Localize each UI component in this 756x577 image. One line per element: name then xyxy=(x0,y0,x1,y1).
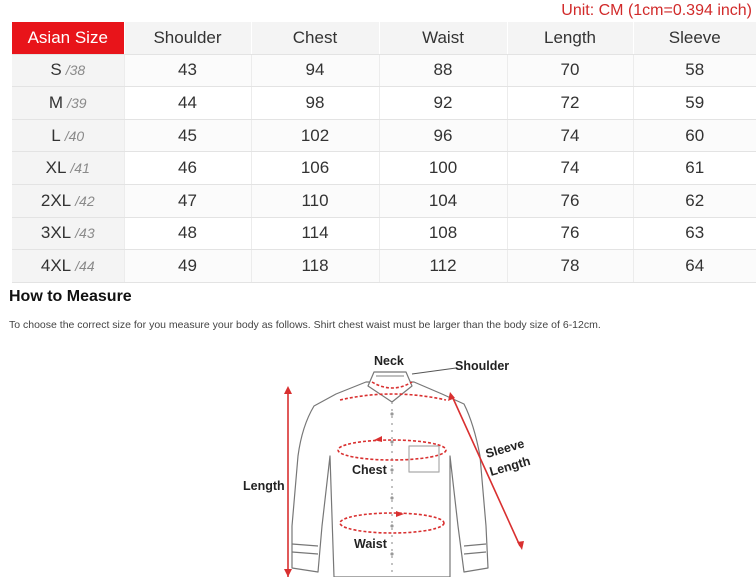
header-waist: Waist xyxy=(379,22,507,54)
size-label: M xyxy=(48,92,64,112)
waist-cell: 108 xyxy=(379,217,507,250)
length-cell: 74 xyxy=(507,152,633,185)
header-asian-size: Asian Size xyxy=(12,22,124,54)
arrow-icon xyxy=(284,569,292,577)
table-row xyxy=(12,54,756,87)
shirt-measurement-diagram xyxy=(236,346,556,577)
waist-cell: 112 xyxy=(379,250,507,283)
size-cell xyxy=(12,119,124,152)
length-cell: 72 xyxy=(507,87,633,120)
cn-size-label: /40 xyxy=(64,127,85,144)
chest-cell: 102 xyxy=(251,119,379,152)
waist-cell: 96 xyxy=(379,119,507,152)
size-label: 4XL xyxy=(40,255,72,275)
shirt-illustration xyxy=(292,372,488,577)
shoulder-label: Shoulder xyxy=(455,359,510,373)
cn-size-label: /41 xyxy=(70,160,90,177)
size-chart-table xyxy=(12,22,756,283)
size-label: L xyxy=(51,125,61,145)
size-cell xyxy=(12,54,124,87)
size-label: S xyxy=(50,60,62,80)
cn-size-label: /39 xyxy=(67,94,87,111)
length-cell: 70 xyxy=(507,54,633,87)
table-row xyxy=(12,184,756,217)
waist-cell: 104 xyxy=(379,184,507,217)
table-row xyxy=(12,119,756,152)
waist-cell: 88 xyxy=(379,54,507,87)
sleeve-cell: 63 xyxy=(633,217,756,250)
sleeve-cell: 61 xyxy=(633,152,756,185)
shoulder-cell: 45 xyxy=(124,119,251,152)
shoulder-cell: 47 xyxy=(124,184,251,217)
size-cell xyxy=(12,87,124,120)
how-to-measure-description: To choose the correct size for you measure your body as follows. Shirt chest waist must be larger than the body size of 6-12cm. xyxy=(9,319,601,331)
table-row xyxy=(12,250,756,283)
chest-cell: 106 xyxy=(251,152,379,185)
cn-size-label: /38 xyxy=(65,62,86,79)
sleeve-cell: 64 xyxy=(633,250,756,283)
chest-cell: 110 xyxy=(251,184,379,217)
table-row xyxy=(12,87,756,120)
cn-size-label: /43 xyxy=(75,225,95,242)
sleeve-length-label-line1: Sleeve xyxy=(483,436,526,461)
sleeve-cell: 60 xyxy=(633,119,756,152)
size-cell xyxy=(12,250,124,283)
header-sleeve: Sleeve xyxy=(633,22,756,54)
length-cell: 74 xyxy=(507,119,633,152)
shoulder-leader-line xyxy=(412,368,456,374)
how-to-measure-title: How to Measure xyxy=(9,288,132,305)
size-cell xyxy=(12,152,124,185)
shoulder-cell: 44 xyxy=(124,87,251,120)
arrow-icon xyxy=(284,386,292,394)
chest-cell: 118 xyxy=(251,250,379,283)
size-label: 2XL xyxy=(40,190,72,210)
header-chest: Chest xyxy=(251,22,379,54)
length-label: Length xyxy=(243,479,285,493)
shoulder-cell: 48 xyxy=(124,217,251,250)
unit-note: Unit: CM (1cm=0.394 inch) xyxy=(561,2,752,19)
table-row xyxy=(12,152,756,185)
cn-size-label: /42 xyxy=(75,192,95,209)
size-label: 3XL xyxy=(40,223,72,243)
size-label: XL xyxy=(45,158,67,178)
shoulder-cell: 49 xyxy=(124,250,251,283)
waist-cell: 92 xyxy=(379,87,507,120)
size-cell xyxy=(12,217,124,250)
header-shoulder: Shoulder xyxy=(124,22,251,54)
chest-cell: 114 xyxy=(251,217,379,250)
chest-cell: 94 xyxy=(251,54,379,87)
size-chart-header-row xyxy=(12,22,756,54)
cn-size-label: /44 xyxy=(75,257,95,274)
sleeve-cell: 59 xyxy=(633,87,756,120)
header-length: Length xyxy=(507,22,633,54)
length-cell: 76 xyxy=(507,184,633,217)
length-cell: 78 xyxy=(507,250,633,283)
shoulder-cell: 43 xyxy=(124,54,251,87)
table-row xyxy=(12,217,756,250)
neck-label: Neck xyxy=(374,354,404,368)
sleeve-cell: 58 xyxy=(633,54,756,87)
chest-cell: 98 xyxy=(251,87,379,120)
length-cell: 76 xyxy=(507,217,633,250)
chest-label: Chest xyxy=(352,463,387,477)
sleeve-cell: 62 xyxy=(633,184,756,217)
waist-cell: 100 xyxy=(379,152,507,185)
sleeve-length-label-line2: Length xyxy=(487,453,532,479)
waist-label: Waist xyxy=(354,537,387,551)
shoulder-cell: 46 xyxy=(124,152,251,185)
size-cell xyxy=(12,184,124,217)
arrow-icon xyxy=(517,541,524,550)
